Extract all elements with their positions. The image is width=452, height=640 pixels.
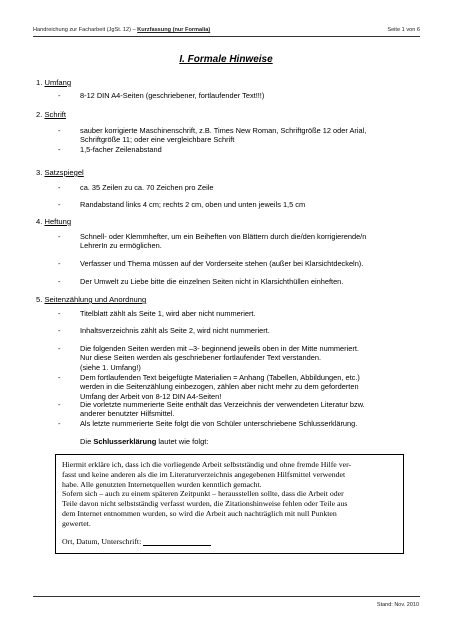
header-title-plain: Handreichung zur Facharbeit (JgSt. 12) – [33, 27, 138, 33]
section-title: Heftung [44, 217, 72, 226]
list-item-text [80, 344, 420, 372]
signature-label: Ort, Datum, Unterschrift: [62, 536, 142, 546]
list-item-line: Als letzte nummerierte Seite folgt die von Schüler unterschriebene Schlusserklärung. [80, 419, 358, 428]
list-dash: - [58, 309, 61, 318]
list-item-line: Titelblatt zählt als Seite 1, wird aber nicht nummeriert. [80, 309, 256, 318]
section-number: 1. [36, 78, 43, 87]
signature-blank [143, 537, 211, 546]
declaration-intro-bold: Schlusserklärung [93, 437, 157, 446]
list-item-text [80, 419, 420, 428]
list-dash: - [58, 400, 61, 409]
declaration-intro-after: lautet wie folgt: [156, 437, 209, 446]
section-heading [36, 78, 71, 87]
list-item-line: werden in die Seitenzählung einbezogen, zählen aber nicht mehr zu dem geforderten [80, 382, 359, 392]
header-rule [33, 36, 420, 37]
list-item-text [80, 145, 420, 154]
list-item-line: anderer benutzter Hilfsmittel. [80, 409, 175, 419]
list-item-line: Inhaltsverzeichnis zählt als Seite 2, wird nicht nummeriert. [80, 326, 270, 335]
list-item-line: sauber korrigierte Maschinenschrift, z.B. Times New Roman, Schriftgröße 12 oder Arial, [80, 126, 367, 135]
declaration-box [55, 454, 404, 554]
list-item-line: Umfang der Arbeit von 8-12 DIN A4-Seiten! [80, 391, 222, 401]
list-dash: - [58, 232, 61, 241]
list-dash: - [58, 183, 61, 192]
footer-rule [33, 596, 420, 597]
section-heading [36, 110, 66, 119]
section-title: Schrift [44, 110, 66, 119]
list-dash: - [58, 344, 61, 353]
header-title [33, 27, 210, 33]
list-item-text [80, 277, 420, 286]
footer-date: Stand: Nov. 2010 [376, 602, 419, 608]
declaration-intro-before: Die [80, 437, 94, 446]
list-item-text [80, 91, 420, 100]
section-number: 5. [36, 295, 43, 304]
list-dash: - [58, 419, 61, 428]
list-item-line: ca. 35 Zeilen zu ca. 70 Zeichen pro Zeile [80, 183, 214, 192]
list-item-text [80, 232, 420, 251]
list-item-line: Die vorletzte nummerierte Seite enthält das Verzeichnis der verwendeten Literatur bzw. [80, 400, 365, 409]
list-item-line: (siehe 1. Umfang!) [80, 362, 141, 372]
list-item-line: Randabstand links 4 cm; rechts 2 cm, oben und unten jeweils 1,5 cm [80, 200, 306, 209]
declaration-line: Hiermit erkläre ich, dass ich die vorliegende Arbeit selbstständig und ohne fremde Hilfe ver- [62, 460, 352, 469]
list-dash: - [58, 259, 61, 268]
list-dash: - [58, 126, 61, 135]
list-item-line: Schnell- oder Klemmhefter, um ein Beiheften von Blättern durch die/den korrigierende/n [80, 232, 367, 241]
list-item-line: Nur diese Seiten werden als geschriebener fortlaufender Text verstanden. [80, 353, 322, 363]
list-dash: - [58, 200, 61, 209]
declaration-line: gewertet. [62, 518, 91, 528]
list-dash: - [58, 91, 61, 100]
list-item-line: Schriftgröße 11; oder eine vergleichbare Schrift [80, 135, 235, 145]
signature-line [62, 537, 403, 547]
section-heading [36, 168, 84, 177]
list-item-line: Dem fortlaufenden Text beigefügte Materialien = Anhang (Tabellen, Abbildungen, etc.) [80, 373, 360, 382]
section-heading [36, 217, 71, 226]
list-item-line: Verfasser und Thema müssen auf der Vorderseite stehen (außer bei Klarsichtdeckeln). [80, 259, 364, 268]
header-title-bold: Kurzfassung (nur Formalia) [137, 27, 211, 33]
list-item-line: Die folgenden Seiten werden mit –3- beginnend jeweils oben in der Mitte nummeriert. [80, 344, 359, 353]
declaration-line: fasst und keine anderen als die im Literaturverzeichnis angegebenen Hilfsmittel verwendet [62, 469, 346, 479]
section-title: Umfang [44, 78, 72, 87]
list-item-text [80, 373, 420, 401]
declaration-intro [80, 437, 208, 446]
declaration-line: Sofern sich – auch zu einem späteren Zeitpunkt – herausstellen sollte, dass die Arbeit oder [62, 489, 344, 499]
section-heading [36, 295, 146, 304]
declaration-line: dem Internet entnommen wurden, so wird die Arbeit auch nachträglich mit null Punkten [62, 508, 337, 518]
list-item-text [80, 126, 420, 145]
list-item-line: Der Umwelt zu Liebe bitte die einzelnen Seiten nicht in Klarsichthüllen einheften. [80, 277, 344, 286]
list-dash: - [58, 145, 61, 154]
page-title: I. Formale Hinweise [179, 54, 273, 65]
list-item-text [80, 326, 420, 335]
list-dash: - [58, 277, 61, 286]
list-item-line: 1,5-facher Zeilenabstand [80, 145, 162, 154]
list-item-line: LehrerIn zu ermöglichen. [80, 241, 162, 251]
list-item-line: 8-12 DIN A4-Seiten (geschriebener, fortlaufender Text!!!) [80, 91, 265, 100]
list-item-text [80, 183, 420, 192]
declaration-line: Teile davon nicht selbstständig verfasst wurden, die Zitationshinweise fehlen oder Teile aus [62, 499, 348, 509]
section-title: Satzspiegel [44, 168, 84, 177]
section-number: 3. [36, 168, 43, 177]
list-dash: - [58, 326, 61, 335]
section-title: Seitenzählung und Anordnung [44, 295, 147, 304]
list-item-text [80, 200, 420, 209]
list-item-text [80, 309, 420, 318]
list-item-text [80, 259, 420, 268]
section-number: 2. [36, 110, 43, 119]
section-number: 4. [36, 217, 43, 226]
list-item-text [80, 400, 420, 419]
declaration-line: habe. Alle genutzten Internetquellen wurden kenntlich gemacht. [62, 479, 262, 489]
header-page-number: Seite 1 von 6 [387, 27, 420, 33]
list-dash: - [58, 373, 61, 382]
